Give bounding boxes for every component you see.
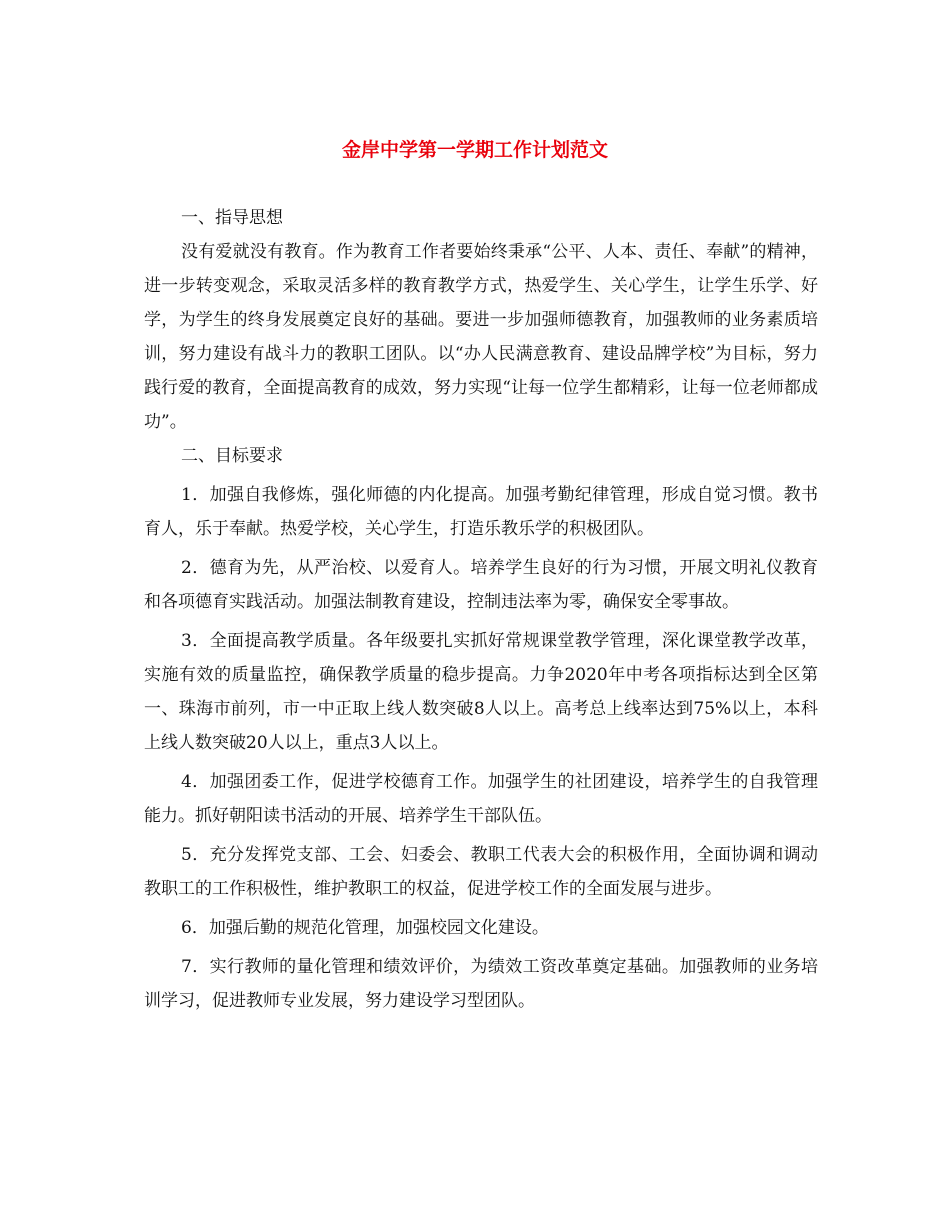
goal-item-4: 4．加强团委工作，促进学校德育工作。加强学生的社团建设，培养学生的自我管理能力。抓好朝阳读书活动的开展、培养学生干部队伍。	[144, 772, 818, 826]
goal-item-7: 7．实行教师的量化管理和绩效评价，为绩效工资改革奠定基础。加强教师的业务培训学习，促进教师专业发展，努力建设学习型团队。	[144, 957, 818, 1011]
goal-item-1: 1．加强自我修炼，强化师德的内化提高。加强考勤纪律管理，形成自觉习惯。教书育人，乐于奉献。热爱学校，关心学生，打造乐教乐学的积极团队。	[144, 485, 818, 539]
goal-item-3: 3．全面提高教学质量。各年级要扎实抓好常规课堂教学管理，深化课堂教学改革，实施有效的质量监控，确保教学质量的稳步提高。力争2020年中考各项指标达到全区第一、珠海市前列，市一中正取上线人数突破8人以上。高考总上线率达到75%以上，本科上线人数突破20人以上，重点3人以上。	[144, 631, 818, 753]
paragraph-guiding-ideology: 没有爱就没有教育。作为教育工作者要始终秉承“公平、人本、责任、奉献”的精神，进一步转变观念，采取灵活多样的教育教学方式，热爱学生、关心学生，让学生乐学、好学，为学生的终身发展奠定良好的基础。要进一步加强师德教育，加强教师的业务素质培训，努力建设有战斗力的教职工团队。以“办人民满意教育、建设品牌学校”为目标，努力践行爱的教育，全面提高教育的成效，努力实现“让每一位学生都精彩，让每一位老师都成功”。	[144, 242, 818, 432]
goal-item-5: 5．充分发挥党支部、工会、妇委会、教职工代表大会的积极作用，全面协调和调动教职工的工作积极性，维护教职工的权益，促进学校工作的全面发展与进步。	[144, 845, 818, 899]
section-heading-guiding-ideology: 一、指导思想	[181, 208, 283, 228]
goal-item-6: 6．加强后勤的规范化管理，加强校园文化建设。	[181, 918, 549, 938]
goal-item-2: 2．德育为先，从严治校、以爱育人。培养学生良好的行为习惯，开展文明礼仪教育和各项德育实践活动。加强法制教育建设，控制违法率为零，确保安全零事故。	[144, 558, 818, 612]
document-title: 金岸中学第一学期工作计划范文	[341, 139, 608, 161]
document-body	[144, 201, 818, 1018]
section-heading-goals: 二、目标要求	[181, 446, 283, 466]
